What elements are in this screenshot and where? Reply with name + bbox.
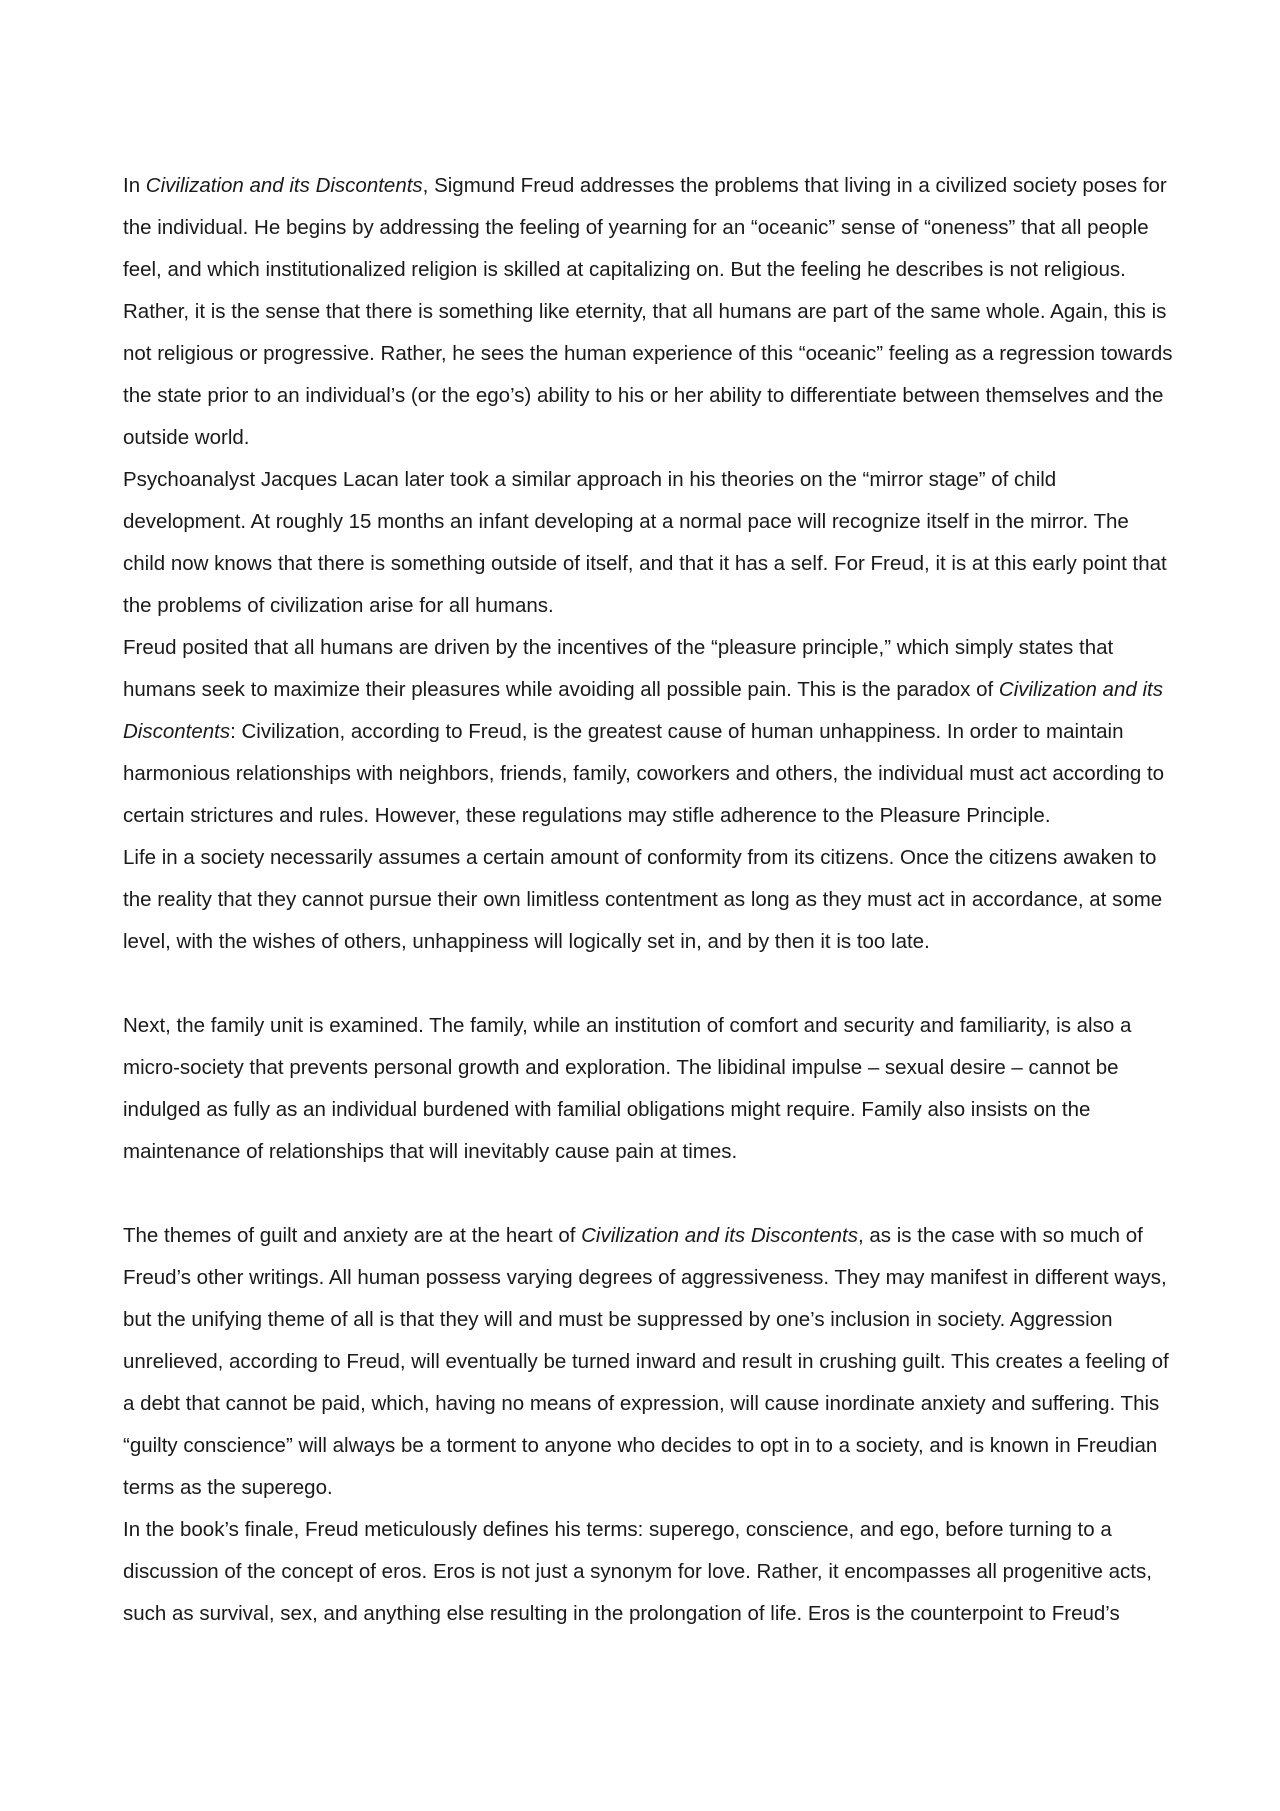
paragraph-intro: In Civilization and its Discontents, Sigmund Freud addresses the problems that living in a civilized society poses for the individual. He begins by addressing the feeling of yearning for an “oceanic” sense of “oneness” that all people feel, and which institutionalized religion is skilled at capitalizing on. But the feeling he describes is not religious. Rather, it is the sense that there is something like eternity, that all humans are part of the same whole. Again, this is not religious or progressive. Rather, he sees the human experience of this “oceanic” feeling as a regression towards the state prior to an individual’s (or the ego’s) ability to his or her ability to differentiate between themselves and the outside world. xyxy=(123,174,1173,449)
paragraph-pleasure-principle: Freud posited that all humans are driven by the incentives of the “pleasure principle,” which simply states that humans seek to maximize their pleasures while avoiding all possible pain. This is the paradox of Civilization and its Discontents: Civilization, according to Freud, is the greatest cause of human unhappiness. In order to maintain harmonious relationships with neighbors, friends, family, coworkers and others, the individual must act according to certain strictures and rules. However, these regulations may stifle adherence to the Pleasure Principle. xyxy=(123,636,1165,827)
paragraph-conformity: Life in a society necessarily assumes a certain amount of conformity from its citizens. Once the citizens awaken to the reality that they cannot pursue their own limitless contentment as long as they must act in accordance, at some level, with the wishes of others, unhappiness will logically set in, and by then it is too late. xyxy=(123,846,1163,953)
book-title: Civilization and its Discontents xyxy=(123,678,1163,743)
paragraph-eros: In the book’s finale, Freud meticulously defines his terms: superego, conscience, and ego, before turning to a discussion of the concept of eros. Eros is not just a synonym for love. Rather, it encompasses all progenitive acts, such as survival, sex, and anything else resulting in the prolongation of life. Eros is the counterpoint to Freud’s xyxy=(123,1518,1152,1625)
book-title: Civilization and its Discontents xyxy=(145,174,423,197)
paragraph-family: Next, the family unit is examined. The family, while an institution of comfort and security and familiarity, is also a micro-society that prevents personal growth and exploration. The libidinal impulse – sexual desire – cannot be indulged as fully as an individual burdened with familial obligations might require. Family also insists on the maintenance of relationships that will inevitably cause pain at times. xyxy=(123,1014,1132,1163)
document-page xyxy=(123,165,1173,1635)
book-title: Civilization and its Discontents xyxy=(581,1224,858,1247)
paragraph-guilt-anxiety: The themes of guilt and anxiety are at the heart of Civilization and its Discontents, as is the case with so much of Freud’s other writings. All human possess varying degrees of aggressiveness. They may manifest in different ways, but the unifying theme of all is that they will and must be suppressed by one’s inclusion in society. Aggression unrelieved, according to Freud, will eventually be turned inward and result in crushing guilt. This creates a feeling of a debt that cannot be paid, which, having no means of expression, will cause inordinate anxiety and suffering. This “guilty conscience” will always be a torment to anyone who decides to opt in to a society, and is known in Freudian terms as the superego. xyxy=(123,1224,1169,1499)
paragraph-lacan: Psychoanalyst Jacques Lacan later took a similar approach in his theories on the “mirror stage” of child development. At roughly 15 months an infant developing at a normal pace will recognize itself in the mirror. The child now knows that there is something outside of itself, and that it has a self. For Freud, it is at this early point that the problems of civilization arise for all humans. xyxy=(123,468,1167,617)
